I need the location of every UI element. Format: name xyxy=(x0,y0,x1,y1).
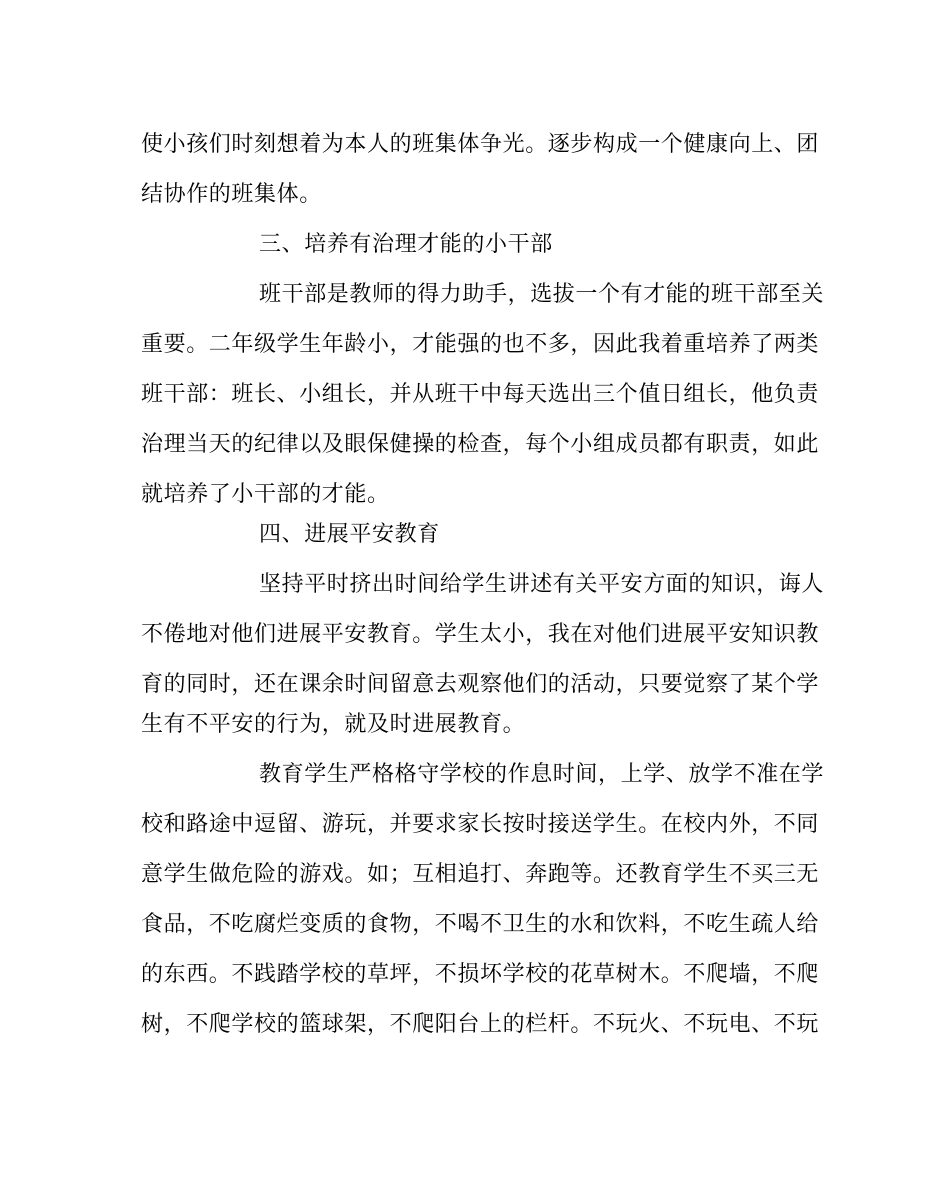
text-line: 结协作的班集体。 xyxy=(141,182,322,207)
text-line: 治理当天的纪律以及眼保健操的检查，每个小组成员都有职责，如此 xyxy=(141,432,820,457)
text-line: 树，不爬学校的篮球架，不爬阳台上的栏杆。不玩火、不玩电、不玩 xyxy=(141,1012,820,1037)
text-line: 的东西。不践踏学校的草坪，不损坏学校的花草树木。不爬墙，不爬 xyxy=(141,962,820,987)
text-line: 意学生做危险的游戏。如；互相追打、奔跑等。还教育学生不买三无 xyxy=(141,862,820,887)
text-line: 育的同时，还在课余时间留意去观察他们的活动，只要觉察了某个学 xyxy=(141,672,820,697)
section-heading: 四、进展平安教育 xyxy=(259,522,440,547)
paragraph-first-line: 班干部是教师的得力助手，选拔一个有才能的班干部至关 xyxy=(259,282,825,307)
text-line: 生有不平安的行为，就及时进展教育。 xyxy=(141,712,526,737)
text-line: 使小孩们时刻想着为本人的班集体争光。逐步构成一个健康向上、团 xyxy=(141,132,820,157)
paragraph-first-line: 教育学生严格格守学校的作息时间，上学、放学不准在学 xyxy=(259,762,825,787)
text-line: 就培养了小干部的才能。 xyxy=(141,482,390,507)
text-line: 食品，不吃腐烂变质的食物，不喝不卫生的水和饮料，不吃生疏人给 xyxy=(141,912,820,937)
section-heading: 三、培养有治理才能的小干部 xyxy=(259,232,553,257)
text-line: 班干部：班长、小组长，并从班干中每天选出三个值日组长，他负责 xyxy=(141,382,820,407)
paragraph-first-line: 坚持平时挤出时间给学生讲述有关平安方面的知识，诲人 xyxy=(259,572,825,597)
text-line: 不倦地对他们进展平安教育。学生太小，我在对他们进展平安知识教 xyxy=(141,622,820,647)
text-line: 重要。二年级学生年龄小，才能强的也不多，因此我着重培养了两类 xyxy=(141,332,820,357)
text-line: 校和路途中逗留、游玩，并要求家长按时接送学生。在校内外，不同 xyxy=(141,812,820,837)
